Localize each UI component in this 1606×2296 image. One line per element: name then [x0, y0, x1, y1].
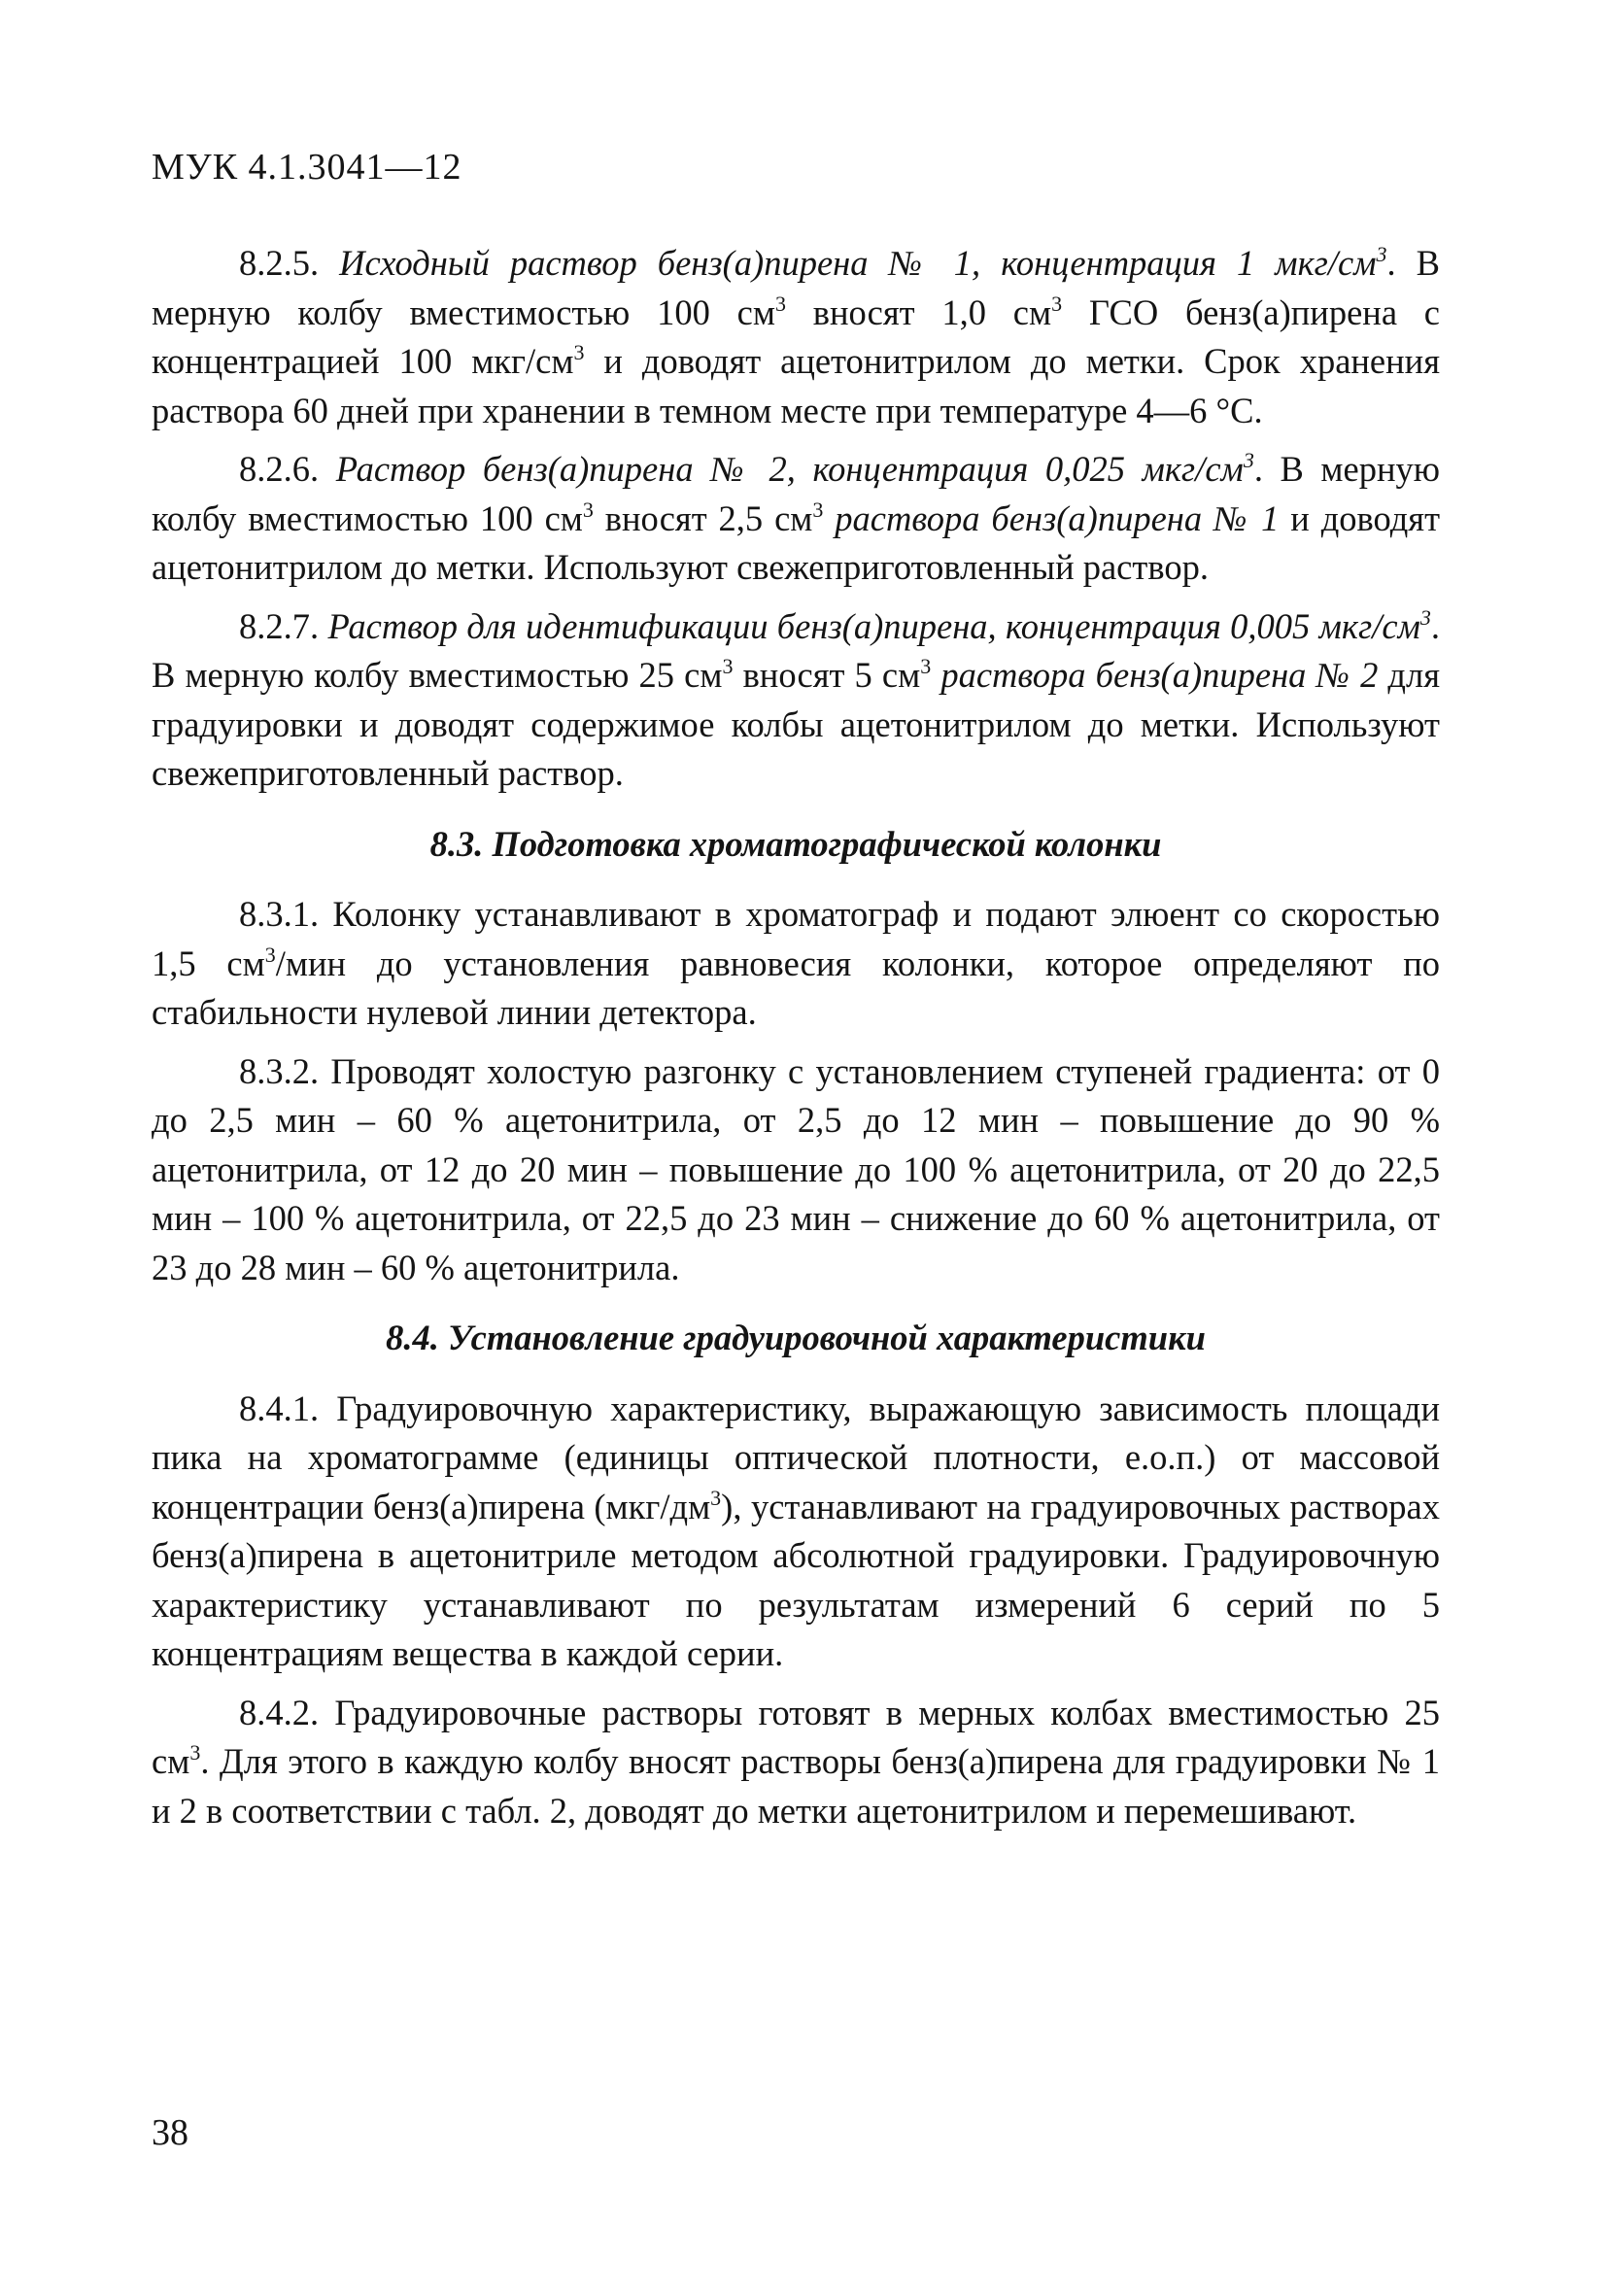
superscript: 3: [812, 497, 824, 522]
superscript: 3: [189, 1740, 201, 1765]
superscript: 3: [573, 340, 585, 364]
superscript: 3: [710, 1485, 722, 1510]
section-number: 8.2.7.: [239, 605, 320, 646]
paragraph-text: . Для этого в каждую колбу вносят растворы бенз(а)пирена для градуировки № 1 и 2 в соответствии с табл. 2, доводят до метки ацетонитрилом и перемешивают.: [152, 1741, 1440, 1831]
paragraph-title: Исходный раствор бенз(а)пирена № 1, концентрация 1 мкг/см: [339, 243, 1377, 283]
section-number: 8.2.6.: [239, 449, 320, 489]
paragraph-8-2-6: [152, 445, 1440, 593]
section-number: 8.2.5.: [239, 243, 320, 283]
superscript: 3: [1051, 291, 1063, 316]
paragraph-text: . В мерную колбу вместимостью 100 см: [152, 243, 1441, 332]
superscript: 3: [582, 497, 594, 522]
section-heading-8-3: 8.3. Подготовка хроматографической колонки: [429, 823, 1162, 864]
paragraph-8-4-2: [152, 1689, 1440, 1836]
document-code-header: МУК 4.1.3041—12: [152, 147, 462, 188]
paragraph-text: 8.4.2. Градуировочные растворы готовят в мерных колбах вместимостью 25 см: [152, 1692, 1440, 1781]
paragraph-text: 8.4.1. Градуировочную характеристику, выражающую зависимость площади пика на хроматограмме (единицы оптической плотности, е.о.п.) от массовой концентрации бенз(а)пирена (мкг/дм: [152, 1388, 1440, 1526]
italic-reference: раствора бенз(а)пирена № 1: [835, 497, 1280, 538]
superscript: 3: [1376, 242, 1387, 266]
paragraph-title: Раствор бенз(а)пирена № 2, концентрация 0,025 мкг/см: [335, 449, 1244, 489]
superscript: 3: [1243, 448, 1254, 472]
paragraph-8-4-1: [152, 1385, 1440, 1679]
paragraph-8-2-5: [152, 239, 1440, 435]
paragraph-8-3-2: 8.3.2. Проводят холостую разгонку с установлением ступеней градиента: от 0 до 2,5 мин – 60 % ацетонитрила, от 2,5 до 12 мин – повышение до 90 % ацетонитрила, от 12 до 20 мин – повышение до 100 % ацетонитрила, от 20 до 22,5 мин – 100 % ацетонитрила, от 22,5 до 23 мин – снижение до 60 % ацетонитрила, от 23 до 28 мин – 60 % ацетонитрила.: [152, 1050, 1440, 1287]
page-number: 38: [152, 2112, 188, 2153]
paragraph-text: . В мерную колбу вместимостью 100 см: [152, 449, 1440, 538]
superscript: 3: [774, 291, 786, 316]
paragraph-title: Раствор для идентификации бенз(а)пирена, концентрация 0,005 мкг/см: [327, 605, 1420, 646]
page-body: [152, 239, 1440, 1835]
superscript: 3: [264, 942, 276, 967]
paragraph-text: для градуировки и доводят содержимое колбы ацетонитрилом до метки. Используют свежеприготовленный раствор.: [152, 655, 1441, 793]
paragraph-text: и доводят ацетонитрилом до метки. Срок хранения раствора 60 дней при хранении в темном месте при температуре 4—6 °С.: [152, 341, 1440, 430]
paragraph-text: . В мерную колбу вместимостью 25 см: [152, 605, 1441, 695]
paragraph-text: вносят 5 см: [733, 655, 921, 695]
paragraph-8-3-1: [152, 890, 1440, 1038]
superscript: 3: [722, 654, 734, 678]
paragraph-8-2-7: [152, 602, 1440, 799]
paragraph-text: /мин до установления равновесия колонки, которое определяют по стабильности нулевой линии детектора.: [152, 942, 1440, 1032]
paragraph-text: 8.3.1. Колонку устанавливают в хроматограф и подают элюент со скоростью 1,5 см: [152, 894, 1440, 983]
paragraph-text: ГСО бенз(а)пирена с концентрацией 100 мкг/см: [152, 291, 1441, 381]
paragraph-text: и доводят ацетонитрилом до метки. Используют свежеприготовленный раствор.: [152, 497, 1441, 587]
paragraph-text: вносят 2,5 см: [593, 497, 813, 538]
paragraph-text: вносят 1,0 см: [785, 291, 1052, 332]
paragraph-text: ), устанавливают на градуировочных растворах бенз(а)пирена в ацетонитриле методом абсолютной градуировки. Градуировочную характеристику устанавливают по результатам измерений 6 серий по 5 концентрациям вещества в каждой серии.: [152, 1486, 1440, 1673]
superscript: 3: [920, 654, 932, 678]
section-heading-8-4: 8.4. Установление градуировочной характеристики: [386, 1318, 1206, 1357]
superscript: 3: [1419, 604, 1431, 630]
italic-reference: раствора бенз(а)пирена № 2: [940, 655, 1379, 695]
